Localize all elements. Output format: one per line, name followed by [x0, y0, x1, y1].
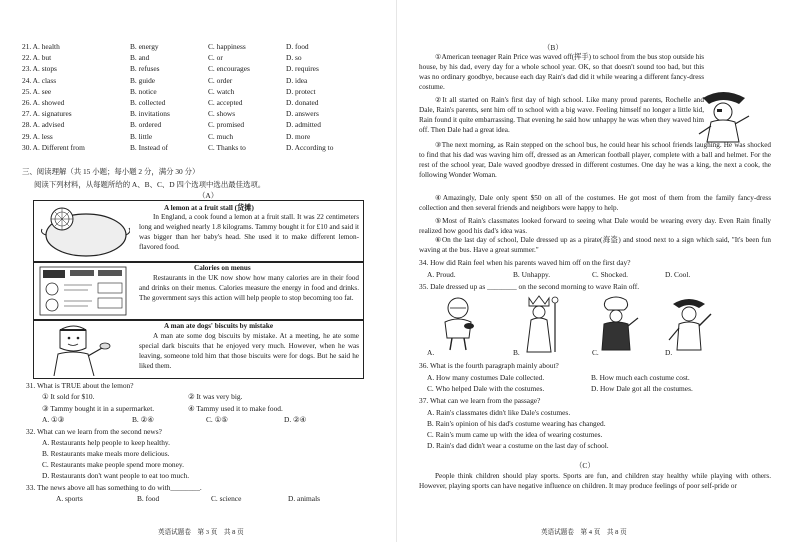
q33-choice-d[interactable]: D. animals	[288, 494, 321, 503]
cloze-item-29-option-a[interactable]: 29. A. less	[22, 131, 53, 141]
news-box-calories	[33, 261, 364, 321]
passage-c-text: People think children should play sports. Sports are fun, and children stay healthy while playing with others. However, playing sports can have negative influence on children. It may produce feelings of poor self-pride or	[419, 472, 771, 490]
q31-option-3: ③ Tammy bought it in a supermarket.	[42, 404, 155, 413]
q35-choice-a[interactable]: A.	[427, 348, 435, 357]
box3-title: A man ate dogs' biscuits by mistake	[164, 322, 274, 330]
cloze-item-30-option-d[interactable]: D. According to	[286, 142, 334, 152]
cloze-item-22-option-b[interactable]: B. and	[130, 53, 150, 63]
part-a-label: （A）	[198, 191, 219, 200]
cloze-item-23-option-d[interactable]: D. requires	[286, 64, 319, 74]
q34-choice-a[interactable]: A. Proud.	[427, 270, 456, 279]
cloze-item-24-option-d[interactable]: D. idea	[286, 75, 308, 85]
q32-choice-b[interactable]: B. Restaurants make meals more delicious.	[42, 449, 170, 458]
q31-choice-d[interactable]: D. ②④	[284, 415, 307, 424]
q31-option-1: ① It sold for $10.	[42, 392, 95, 401]
q34-choice-d[interactable]: D. Cool.	[665, 270, 691, 279]
q34-stem: 34. How did Rain feel when his parents waved him off on the first day?	[419, 258, 631, 267]
cloze-item-28-option-d[interactable]: D. admitted	[286, 120, 321, 130]
cloze-item-27-option-d[interactable]: D. answers	[286, 109, 319, 119]
q31-stem: 31. What is TRUE about the lemon?	[26, 381, 134, 390]
cloze-item-25-option-c[interactable]: C. watch	[208, 86, 235, 96]
q33-stem: 33. The news above all has something to do with________.	[26, 483, 202, 492]
q32-choice-a[interactable]: A. Restaurants help people to keep healthy.	[42, 438, 170, 447]
king-picture	[517, 294, 561, 354]
q35-choice-b[interactable]: B.	[513, 348, 520, 357]
q37-choice-d[interactable]: D. Rain's dad didn't wear a costume on the last day of school.	[427, 441, 609, 450]
cloze-item-30-option-c[interactable]: C. Thanks to	[208, 142, 246, 152]
cloze-item-26-option-a[interactable]: 26. A. showed	[22, 98, 65, 107]
lemon-illustration	[38, 205, 130, 257]
q34-choice-b[interactable]: B. Unhappy.	[513, 270, 551, 279]
q36-choice-a[interactable]: A. How many costumes Dale collected.	[427, 373, 545, 382]
cloze-item-25-option-b[interactable]: B. notice	[130, 86, 157, 96]
football-player-picture	[437, 296, 479, 352]
cloze-item-25-option-d[interactable]: D. protect	[286, 86, 316, 96]
q34-choice-c[interactable]: C. Shocked.	[592, 270, 628, 279]
menu-illustration	[38, 265, 130, 317]
cloze-item-21-option-a[interactable]: 21. A. health	[22, 42, 60, 51]
cloze-item-23-option-b[interactable]: B. refuses	[130, 64, 160, 74]
passage-b-paragraph: ⑤Most of Rain's classmates looked forward to seeing what Dale would be wearing every day. Even Rain finally realized how good his dad's idea was.	[419, 217, 771, 235]
section-heading: 三、阅读理解（共 15 小题；每小题 2 分，满分 30 分）	[22, 167, 200, 176]
pirate-picture	[665, 294, 713, 354]
cloze-item-24-option-b[interactable]: B. guide	[130, 75, 156, 85]
box2-title: Calories on menus	[194, 264, 251, 272]
cloze-item-28-option-c[interactable]: C. promised	[208, 120, 245, 130]
q37-stem: 37. What can we learn from the passage?	[419, 396, 541, 405]
part-b-label: （B）	[543, 43, 563, 52]
news-box-lemon	[33, 200, 364, 263]
right-page	[397, 0, 794, 542]
cloze-item-21-option-d[interactable]: D. food	[286, 42, 309, 51]
q31-choice-b[interactable]: B. ②④	[132, 415, 154, 424]
box3-text: A man ate some dog biscuits by mistake. At a meeting, he ate some special dark biscuits that he enjoyed very much. However, when he was leaving, someone told him that those biscuits were for dogs. But he said he liked them.	[139, 332, 359, 370]
cook-picture	[592, 296, 640, 352]
passage-b-paragraph: ②It all started on Rain's first day of high school. Like many proud parents, Rochelle and Dale, Rain's parents, sent him off to school with a big wave. Feeling himself no longer a little kid, Rain found it quite embarrassing. That evening he said how unhappy he was when they waved him off. Then Dale had a great idea.	[419, 96, 704, 134]
q31-choice-c[interactable]: C. ①⑤	[206, 415, 228, 424]
cloze-item-24-option-c[interactable]: C. order	[208, 75, 233, 85]
q31-option-4: ④ Tammy used it to make food.	[188, 404, 283, 413]
cloze-item-21-option-b[interactable]: B. energy	[130, 42, 159, 51]
section-instruction: 阅读下列材料，从每题所给的 A、B、C、D 四个选项中选出最佳选项。	[34, 180, 266, 189]
q37-choice-a[interactable]: A. Rain's classmates didn't like Dale's costumes.	[427, 408, 571, 417]
cloze-item-21-option-c[interactable]: C. happiness	[208, 42, 246, 51]
passage-b-paragraph: ③The next morning, as Rain stepped on the school bus, he could hear his school friends laughing. He was shocked to find that his dad was waving him off, dressed as an American football player, complete with a ball and helmet. For the rest of the school year, Dale waved goodbye dressed in different costumes. One day he was a king, the next a cook, the following Wonder Woman.	[419, 141, 771, 179]
cloze-item-27-option-a[interactable]: 27. A. signatures	[22, 109, 72, 119]
cloze-item-26-option-d[interactable]: D. donated	[286, 98, 319, 107]
q36-choice-d[interactable]: D. How Dale got all the costumes.	[591, 384, 693, 393]
cloze-item-26-option-c[interactable]: C. accepted	[208, 98, 243, 107]
part-c-label: （C）	[575, 461, 595, 470]
cloze-item-30-option-b[interactable]: B. Instead of	[130, 142, 168, 152]
box1-title: A lemon at a fruit stall (货摊)	[164, 204, 254, 212]
page-footer-right: 英语试题卷 第 4 页 共 8 页	[541, 529, 627, 536]
q35-stem: 35. Dale dressed up as ________ on the second morning to wave Rain off.	[419, 282, 640, 291]
cloze-item-27-option-c[interactable]: C. shows	[208, 109, 236, 119]
cloze-item-30-option-a[interactable]: 30. A. Different from	[22, 142, 85, 152]
q32-choice-d[interactable]: D. Restaurants don't want people to eat too much.	[42, 471, 190, 480]
passage-b-paragraph: ⑥On the last day of school, Dale dressed up as a pirate(海盗) and stood next to a sign which said, "It's been fun waving at the bus. Have a great summer."	[419, 236, 771, 254]
cloze-item-27-option-b[interactable]: B. invitations	[130, 109, 170, 119]
cloze-item-24-option-a[interactable]: 24. A. class	[22, 75, 57, 85]
q35-choice-d[interactable]: D.	[665, 348, 673, 357]
cloze-item-25-option-a[interactable]: 25. A. see	[22, 86, 52, 96]
q36-stem: 36. What is the fourth paragraph mainly about?	[419, 361, 559, 370]
q33-choice-c[interactable]: C. science	[211, 494, 242, 503]
cloze-item-28-option-a[interactable]: 28. A. advised	[22, 120, 65, 130]
q31-option-2: ② It was very big.	[188, 392, 243, 401]
q32-choice-c[interactable]: C. Restaurants make people spend more money.	[42, 460, 184, 469]
passage-b-paragraph: ④Amazingly, Dale only spent $50 on all of the costumes. He got most of them from the family fancy-dress collection and then several friends and neighbors were happy to help.	[419, 194, 771, 212]
q33-choice-b[interactable]: B. food	[137, 494, 160, 503]
q37-choice-b[interactable]: B. Rain's opinion of his dad's costume wearing has changed.	[427, 419, 606, 428]
cloze-item-22-option-a[interactable]: 22. A. but	[22, 53, 52, 63]
cloze-item-23-option-c[interactable]: C. encourages	[208, 64, 250, 74]
cloze-item-26-option-b[interactable]: B. collected	[130, 98, 166, 107]
q35-choice-c[interactable]: C.	[592, 348, 599, 357]
cloze-item-28-option-b[interactable]: B. ordered	[130, 120, 162, 130]
q31-choice-a[interactable]: A. ①③	[42, 415, 65, 424]
cloze-item-29-option-b[interactable]: B. little	[130, 131, 153, 141]
cloze-item-29-option-c[interactable]: C. much	[208, 131, 234, 141]
cloze-item-22-option-c[interactable]: C. or	[208, 53, 223, 63]
q32-stem: 32. What can we learn from the second news?	[26, 427, 162, 436]
page-footer-left: 英语试题卷 第 3 页 共 8 页	[158, 529, 244, 536]
passage-b-paragraph: ①American teenager Rain Price was waved off(挥手) to school from the bus stop outside his house, by his dad, every day for a whole school year. OK, so that doesn't sound too bad, but this was no ordinary goodbye, because each day Rain's dad did it while wearing a different fancy-dress costume.	[419, 53, 704, 91]
cloze-item-29-option-d[interactable]: D. more	[286, 131, 311, 141]
cloze-item-23-option-a[interactable]: 23. A. stops	[22, 64, 57, 74]
q37-choice-c[interactable]: C. Rain's mum came up with the idea of wearing costumes.	[427, 430, 603, 439]
q36-choice-c[interactable]: C. Who helped Dale with the costumes.	[427, 384, 545, 393]
q33-choice-a[interactable]: A. sports	[56, 494, 83, 503]
box1-text: In England, a cook found a lemon at a fruit stall. It was 22 centimeters long and weighed nearly 1.8 kilograms. Tammy bought it for £10 and said it was bigger than her baby's head. She used it to make different lemon- flavored food.	[139, 213, 359, 251]
news-box-biscuits	[33, 319, 364, 379]
box2-text: Restaurants in the UK now show how many calories are in their food and drinks on their menus. Calories measure the energy in food and drinks. The government says this action will help people to stop becoming too fat.	[139, 274, 359, 302]
cloze-item-22-option-d[interactable]: D. so	[286, 53, 302, 63]
man-eating-illustration	[40, 322, 120, 376]
q36-choice-b[interactable]: B. How much each costume cost.	[591, 373, 690, 382]
